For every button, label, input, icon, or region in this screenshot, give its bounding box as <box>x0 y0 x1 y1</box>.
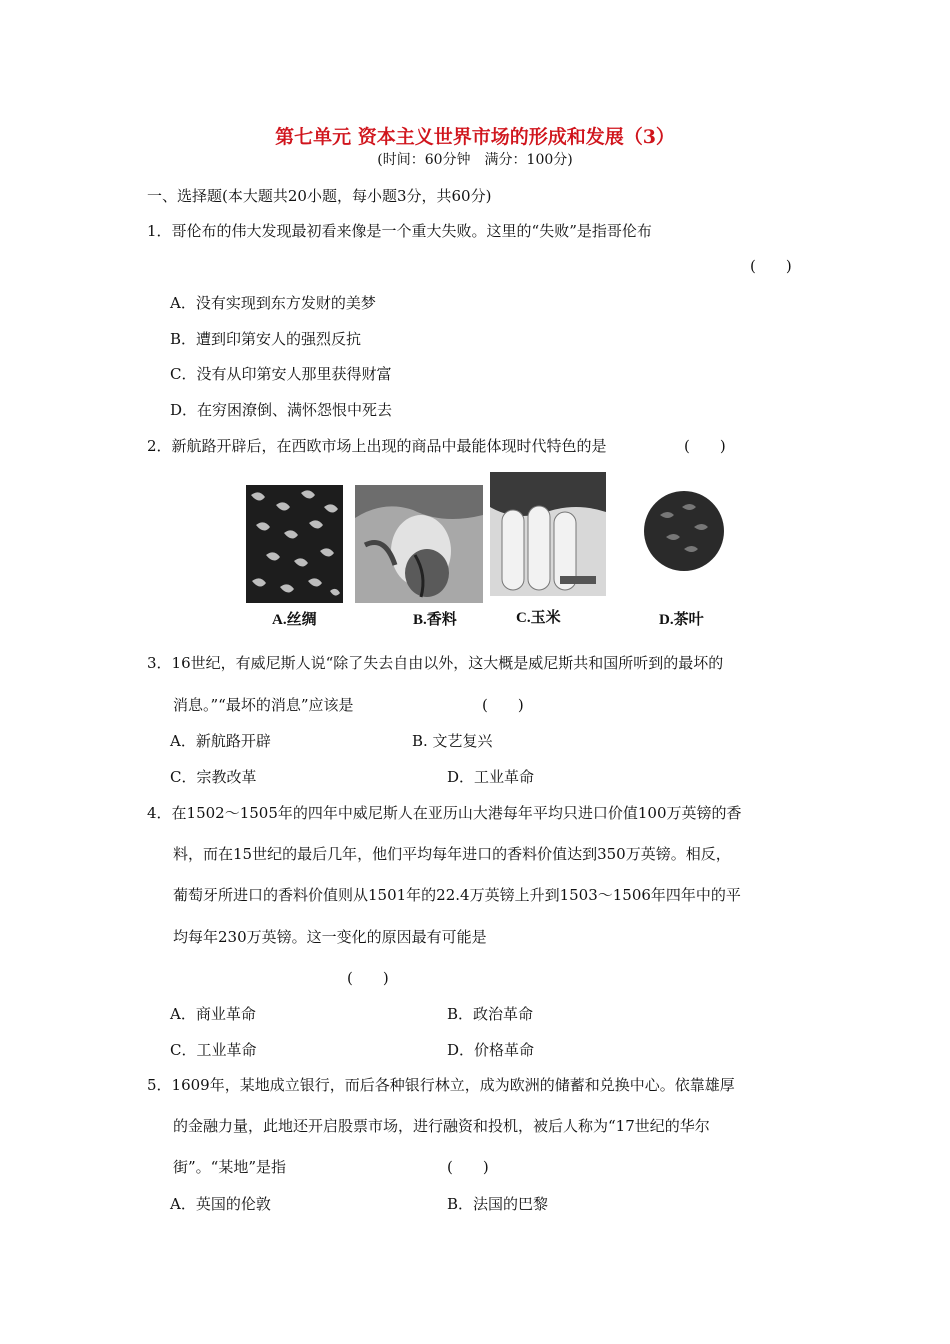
option-1a: A．没有实现到东方发财的美梦 <box>170 294 376 312</box>
answer-bracket: ( ) <box>447 1158 489 1176</box>
exam-info: (时间：60分钟 满分：100分) <box>377 152 573 168</box>
question-1-stem: 1．哥伦布的伟大发现最初看来像是一个重大失败。这里的“失败”是指哥伦布 <box>147 222 652 240</box>
option-5a: A．英国的伦敦 <box>170 1195 271 1213</box>
image-caption-a: A.丝绸 <box>272 612 317 628</box>
answer-bracket: ( ) <box>750 257 792 275</box>
question-5-stem-line3: 街”。“某地”是指 <box>173 1158 287 1176</box>
silk-image <box>246 485 343 603</box>
option-4a: A．商业革命 <box>170 1005 256 1023</box>
page-title: 第七单元 资本主义世界市场的形成和发展（3） <box>275 126 675 148</box>
tea-image <box>638 485 730 577</box>
question-4-stem-line2: 料，而在15世纪的最后几年，他们平均每年进口的香料价值达到350万英镑。相反， <box>173 845 731 863</box>
option-4d: D．价格革命 <box>447 1041 535 1059</box>
image-caption-c: C.玉米 <box>516 610 561 626</box>
image-caption-b: B.香料 <box>413 612 457 628</box>
question-5-stem-line2: 的金融力量，此地还开启股票市场，进行融资和投机，被后人称为“17世纪的华尔 <box>173 1117 710 1135</box>
option-3b: B. 文艺复兴 <box>412 732 493 750</box>
option-4b: B．政治革命 <box>447 1005 534 1023</box>
option-5b: B．法国的巴黎 <box>447 1195 549 1213</box>
answer-bracket: ( ) <box>684 437 726 455</box>
question-2-stem: 2．新航路开辟后，在西欧市场上出现的商品中最能体现时代特色的是 <box>147 437 607 455</box>
option-4c: C．工业革命 <box>170 1041 257 1059</box>
question-4-stem-line3: 葡萄牙所进口的香料价值则从1501年的22.4万英镑上升到1503～1506年四年中的平 <box>173 886 741 904</box>
question-4-stem-line1: 4．在1502～1505年的四年中威尼斯人在亚历山大港每年平均只进口价值100万英镑的香 <box>147 804 742 822</box>
question-3-stem-line2: 消息。”“最坏的消息”应该是 <box>173 696 354 714</box>
option-3c: C．宗教改革 <box>170 768 257 786</box>
question-4-stem-line4: 均每年230万英镑。这一变化的原因最有可能是 <box>173 928 487 946</box>
option-1d: D．在穷困潦倒、满怀怨恨中死去 <box>170 401 393 419</box>
option-1b: B．遭到印第安人的强烈反抗 <box>170 330 362 348</box>
answer-bracket: ( ) <box>347 969 389 987</box>
option-3d: D．工业革命 <box>447 768 535 786</box>
spice-image <box>355 485 483 603</box>
answer-bracket: ( ) <box>482 696 524 714</box>
question-5-stem-line1: 5．1609年，某地成立银行，而后各种银行林立，成为欧洲的储蓄和兑换中心。依靠雄厚 <box>147 1076 735 1094</box>
image-caption-d: D.茶叶 <box>659 612 704 628</box>
question-3-stem-line1: 3．16世纪，有威尼斯人说“除了失去自由以外，这大概是威尼斯共和国所听到的最坏的 <box>147 654 724 672</box>
corn-image <box>490 472 606 596</box>
section-heading: 一、选择题(本大题共20小题，每小题3分，共60分) <box>147 187 492 205</box>
option-1c: C．没有从印第安人那里获得财富 <box>170 365 392 383</box>
option-3a: A．新航路开辟 <box>170 732 271 750</box>
